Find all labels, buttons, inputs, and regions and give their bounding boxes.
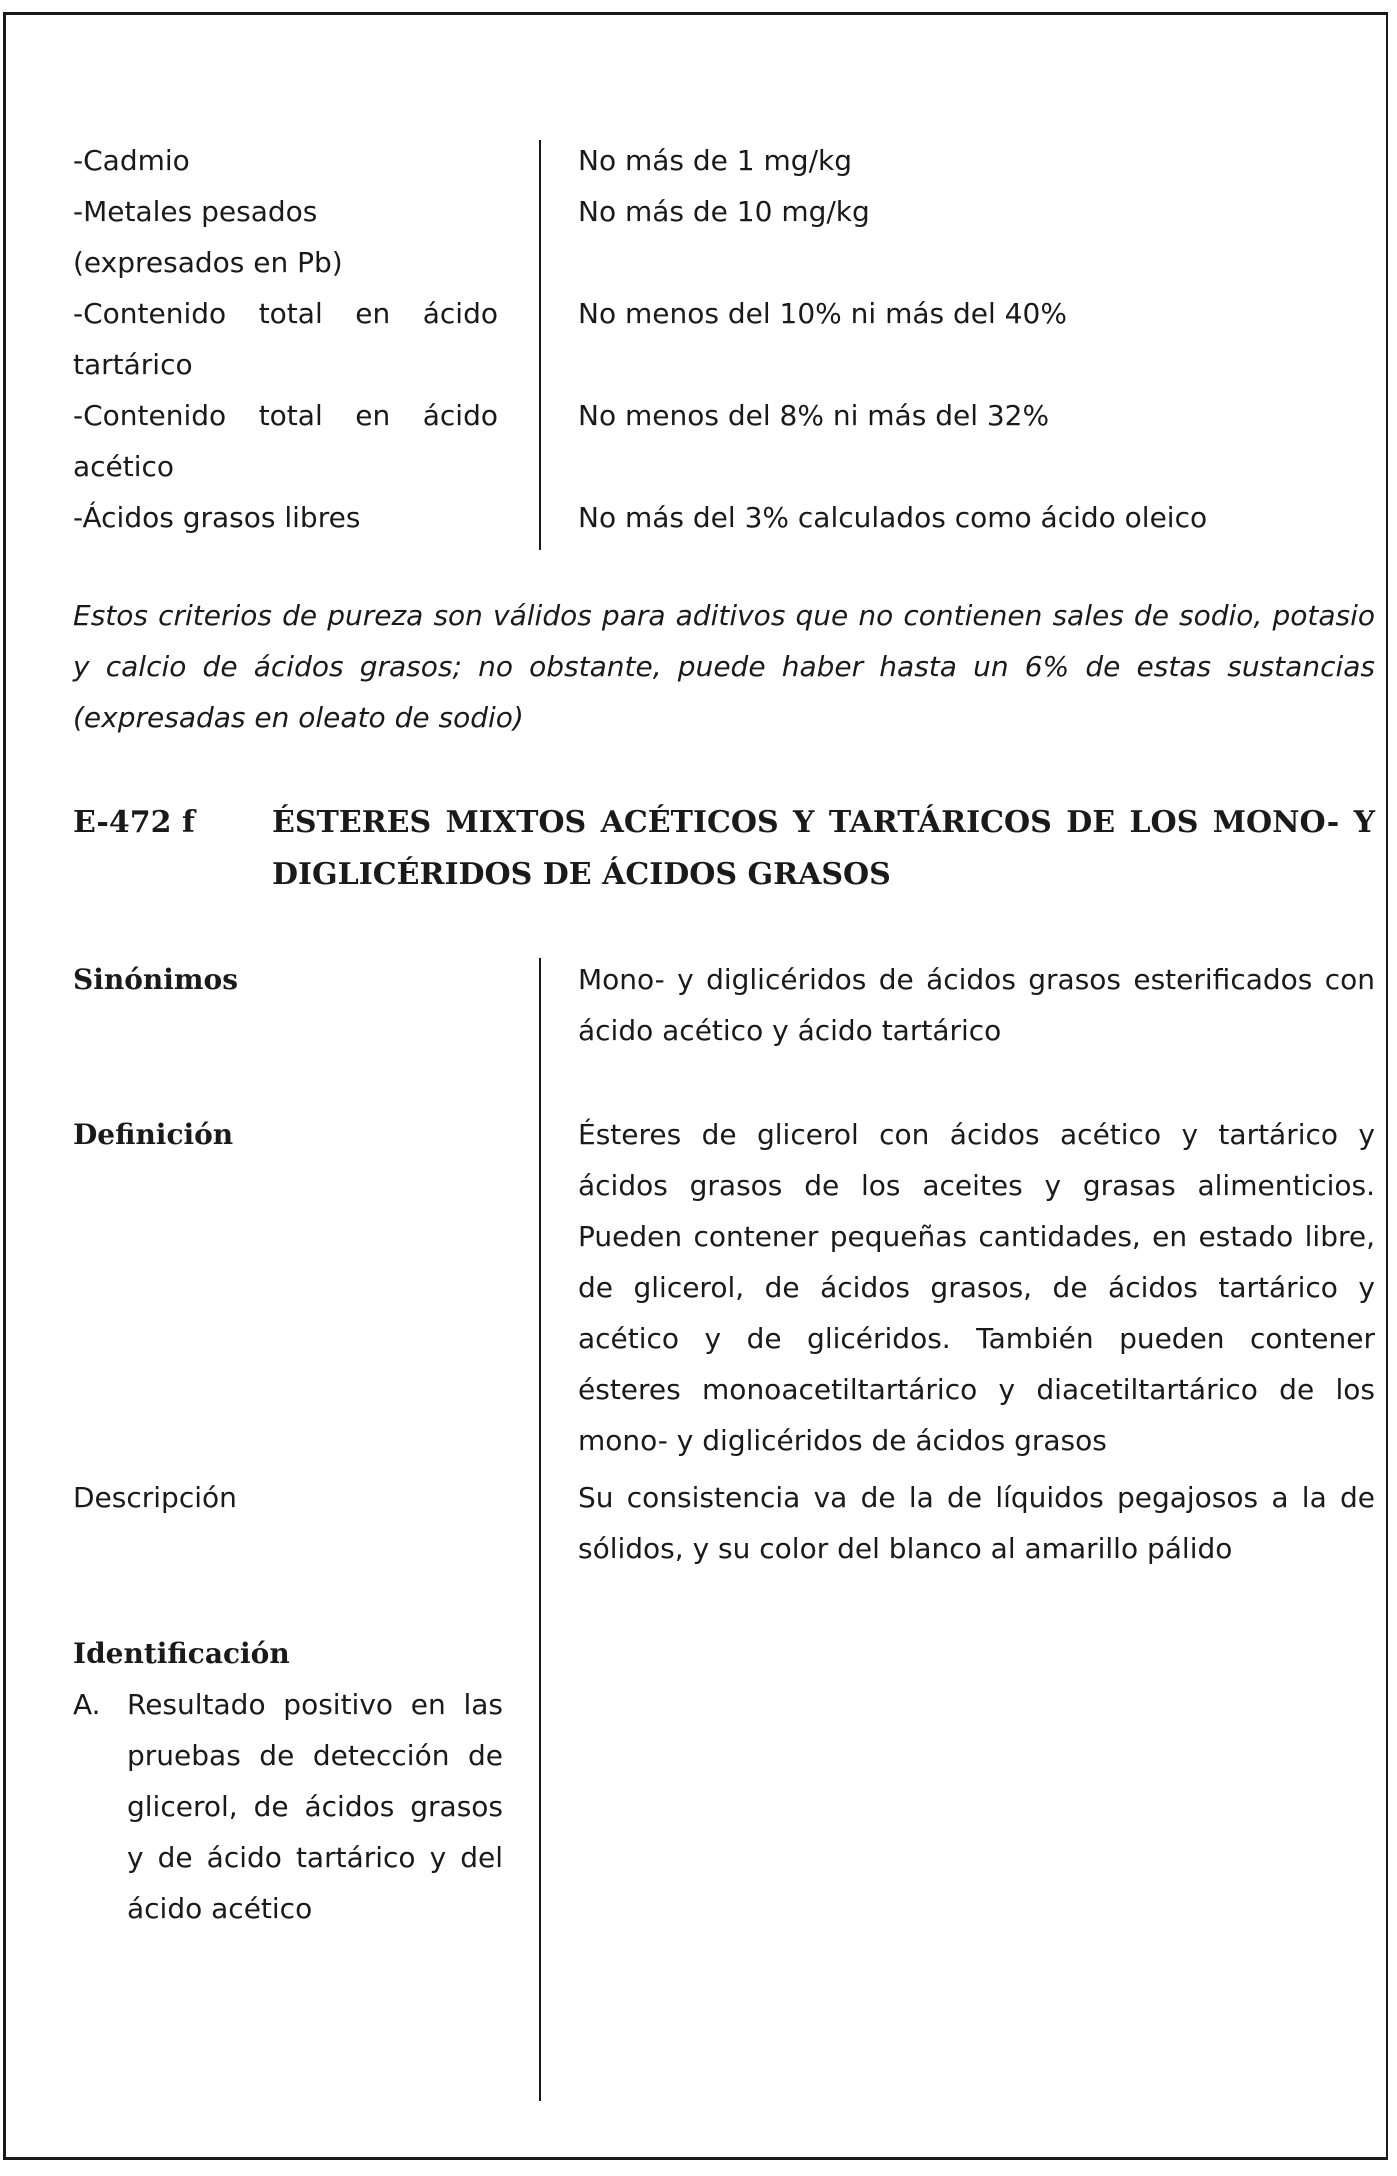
descripcion-text: Su consistencia va de la de líquidos pegajosos a la de sólidos, y su color del blanco al amarillo pálido [578,1481,1375,1565]
definicion-label: Definición [73,1118,234,1151]
criteria-label-tartarico: -Contenido total en ácido [73,297,498,330]
criteria-value-tartarico: No menos del 10% ni más del 40% [578,297,1067,330]
criteria-value-cadmio: No más de 1 mg/kg [578,144,852,177]
descripcion-label: Descripción [73,1481,237,1514]
criteria-value-acidos-grasos: No más del 3% calculados como ácido oleico [578,501,1208,534]
criteria-label-metales: -Metales pesados [73,195,318,228]
definicion-text: Ésteres de glicerol con ácidos acético y tartárico y ácidos grasos de los aceites y grasas alimenticios. Pueden contener pequeñas cantidades, en estado libre, de glicerol, de ácidos grasos, de ácidos tartárico y acético y de glicéridos. También pueden contener ésteres monoacetiltartárico y diacetiltartárico de los mono- y diglicéridos de ácidos grasos [578,1118,1375,1457]
identificacion-item-a-marker: A. [73,1688,101,1721]
criteria-value-metales: No más de 10 mg/kg [578,195,870,228]
identificacion-label: Identificación [73,1637,290,1670]
section-code: E-472 f [73,805,195,840]
purity-note: Estos criterios de pureza son válidos para aditivos que no contienen sales de sodio, potasio y calcio de ácidos grasos; no obstante, puede haber hasta un 6% de estas sustancias (expresadas en oleato de sodio) [73,599,1375,734]
criteria-value-acetico: No menos del 8% ni más del 32% [578,399,1050,432]
criteria-label-acetico-cont: acético [73,450,175,483]
criteria-label-acetico: -Contenido total en ácido [73,399,498,432]
criteria-label-acidos-grasos: -Ácidos grasos libres [73,501,361,534]
identificacion-item-a-text: Resultado positivo en las pruebas de detección de glicerol, de ácidos grasos y de ácido tartárico y del ácido acético [127,1688,503,1925]
sinonimos-label: Sinónimos [73,963,238,996]
identificacion-item-a [73,1679,503,1934]
section-title: ÉSTERES MIXTOS ACÉTICOS Y TARTÁRICOS DE LOS MONO- Y DIGLICÉRIDOS DE ÁCIDOS GRASOS [272,805,1375,892]
column-divider-top [539,140,541,550]
criteria-label-tartarico-cont: tartárico [73,348,193,381]
column-divider-bottom [539,958,541,2101]
criteria-label-metales-cont: (expresados en Pb) [73,246,343,279]
criteria-label-cadmio: -Cadmio [73,144,190,177]
sinonimos-text: Mono- y diglicéridos de ácidos grasos esterificados con ácido acético y ácido tartárico [578,963,1375,1047]
